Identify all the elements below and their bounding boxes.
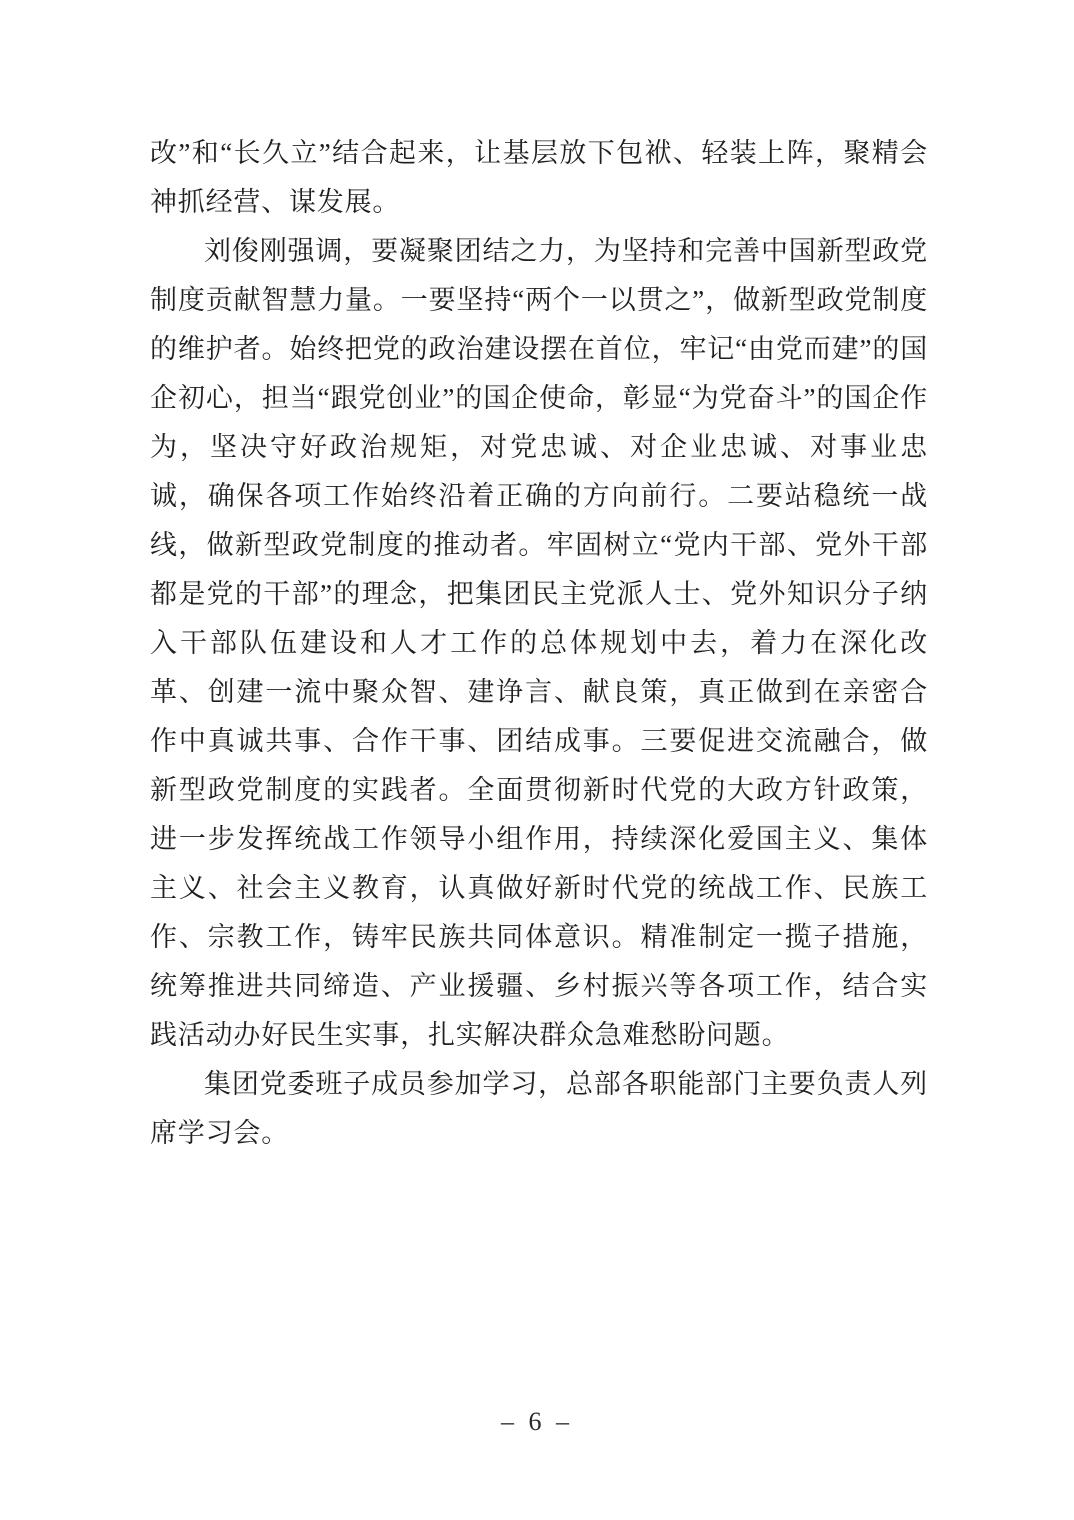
paragraph-main: 刘俊刚强调，要凝聚团结之力，为坚持和完善中国新型政党制度贡献智慧力量。一要坚持“两个一以贯之”，做新型政党制度的维护者。始终把党的政治建设摆在首位，牢记“由党而建”的国企初心，担当“跟党创业”的国企使命，彰显“为党奋斗”的国企作为，坚决守好政治规矩，对党忠诚、对企业忠诚、对事业忠诚，确保各项工作始终沿着正确的方向前行。二要站稳统一战线，做新型政党制度的推动者。牢固树立“党内干部、党外干部都是党的干部”的理念，把集团民主党派人士、党外知识分子纳入干部队伍建设和人才工作的总体规划中去，着力在深化改革、创建一流中聚众智、建诤言、献良策，真正做到在亲密合作中真诚共事、合作干事、团结成事。三要促进交流融合，做新型政党制度的实践者。全面贯彻新时代党的大政方针政策，进一步发挥统战工作领导小组作用，持续深化爱国主义、集体主义、社会主义教育，认真做好新时代党的统战工作、民族工作、宗教工作，铸牢民族共同体意识。精准制定一揽子措施，统筹推进共同缔造、产业援疆、乡村振兴等各项工作，结合实践活动办好民生实事，扎实解决群众急难愁盼问题。: [150, 236, 928, 1050]
page-number: – 6 –: [501, 1407, 573, 1436]
paragraph-continuation: 改”和“长久立”结合起来，让基层放下包袱、轻装上阵，聚精会神抓经营、谋发展。: [150, 138, 928, 217]
paragraph-closing: 集团党委班子成员参加学习，总部各职能部门主要负责人列席学习会。: [150, 1069, 928, 1148]
document-body: [150, 129, 928, 1158]
